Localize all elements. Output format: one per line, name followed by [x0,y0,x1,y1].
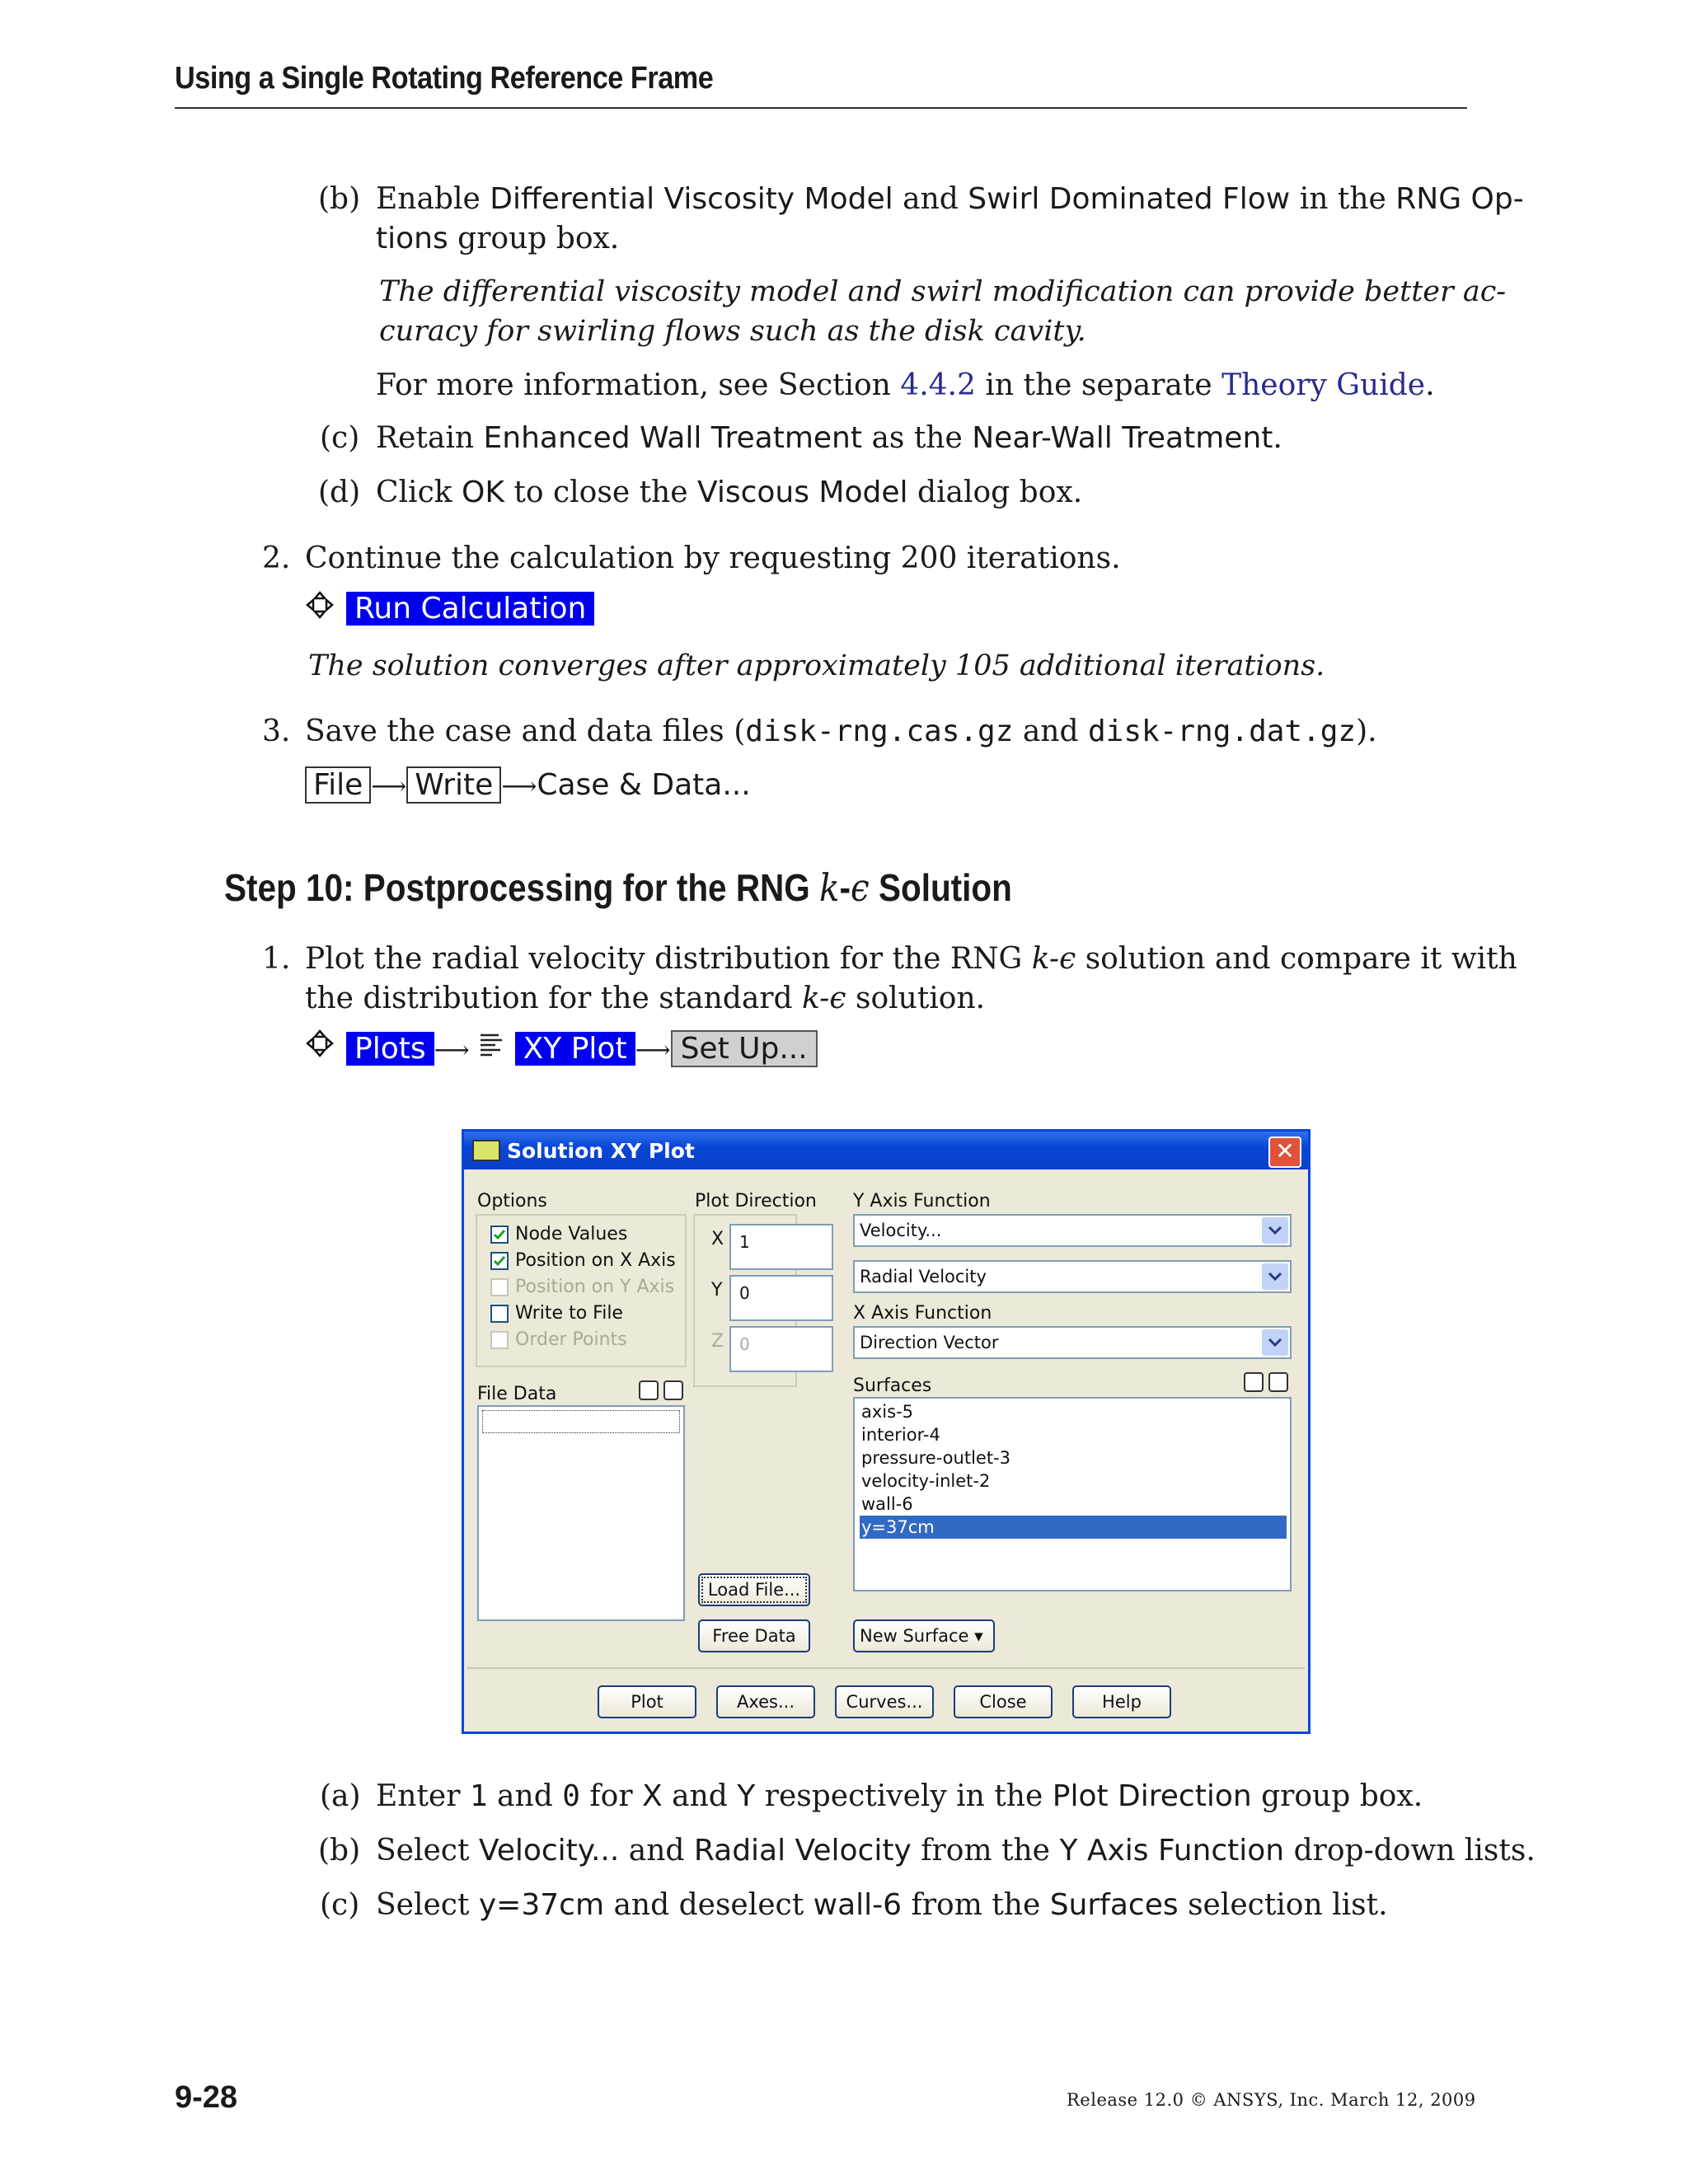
plot-button[interactable]: Plot [598,1685,696,1718]
x-axis-function-dropdown[interactable]: Direction Vector [853,1326,1292,1359]
info-text: For more information, see Section 4.4.2 in the separate Theory Guide. [376,368,1435,402]
plots-nav[interactable]: Plots [346,1032,434,1066]
list-marker: (d) [318,476,361,509]
run-calculation-nav[interactable]: Run Calculation [346,590,594,628]
ribbon-nav-icon [305,590,335,623]
chevron-down-icon [1262,1329,1288,1356]
option-label: Write to File [515,1303,623,1324]
list-marker: 1. [262,942,291,976]
ui-term: OK [462,476,504,509]
running-head: Using a Single Rotating Reference Frame [175,61,714,96]
page-number: 9-28 [175,2080,238,2115]
option-checkbox[interactable] [490,1226,509,1244]
ui-term: Viscous Model [697,476,908,509]
step-text: Select y=37cm and deselect wall-6 from the Surfaces selection list. [376,1888,1388,1922]
surface-list-item[interactable]: wall-6 [861,1494,913,1514]
help-button[interactable]: Help [1072,1685,1171,1718]
x-label: X [711,1229,724,1249]
app-icon [472,1140,500,1161]
list-marker: (b) [318,182,361,216]
option-checkbox[interactable] [490,1252,509,1270]
option-label: Node Values [515,1224,628,1244]
filename: disk-rng.cas.gz [745,715,1014,748]
ui-term: Enhanced Wall Treatment [483,421,862,455]
divider [467,1667,1305,1669]
xy-plot-icon [477,1032,505,1066]
file-data-label: File Data [477,1384,557,1404]
set-up-button[interactable]: Set Up... [671,1030,818,1067]
step-text: Save the case and data files (disk-rng.cas.gz and disk-rng.dat.gz). [305,715,1377,748]
step-text: Retain Enhanced Wall Treatment as the Near-Wall Treatment. [376,421,1282,455]
focus-row [482,1410,680,1433]
deselect-all-icon[interactable] [1268,1372,1288,1392]
note-text: The differential viscosity model and swirl modification can provide better ac- [379,275,1507,308]
y-axis-category-dropdown[interactable]: Velocity... [853,1214,1292,1247]
solution-xy-plot-dialog [462,1129,1311,1734]
x-axis-function-label: X Axis Function [853,1303,992,1324]
options-label: Options [477,1191,547,1212]
option-label: Position on X Axis [515,1250,676,1271]
dialog-title: Solution XY Plot [507,1139,695,1163]
list-marker: (c) [320,1888,360,1922]
section-link[interactable]: 4.4.2 [900,368,976,402]
dialog-title-bar[interactable] [464,1132,1308,1169]
step-text: tions group box. [376,222,620,255]
close-button[interactable]: Close [954,1685,1053,1718]
theory-guide-link[interactable]: Theory Guide [1221,368,1426,402]
step-text: Enter 1 and 0 for X and Y respectively in the Plot Direction group box. [376,1779,1423,1813]
surface-list-item[interactable]: interior-4 [861,1425,940,1445]
select-all-icon[interactable] [1244,1372,1264,1392]
axes-button[interactable]: Axes... [716,1685,815,1718]
surface-list-item[interactable]: axis-5 [861,1402,914,1422]
option-checkbox [490,1331,509,1349]
surfaces-label: Surfaces [853,1376,932,1396]
option-label: Order Points [515,1329,627,1350]
file-data-list[interactable] [477,1405,685,1621]
note-text: The solution converges after approximately 105 additional iterations. [308,649,1325,682]
surface-list-item[interactable]: pressure-outlet-3 [861,1448,1010,1468]
x-direction-field[interactable]: 1 [729,1224,833,1270]
y-direction-field[interactable]: 0 [729,1275,833,1321]
z-label: Z [711,1331,724,1352]
close-icon[interactable]: ✕ [1268,1137,1301,1168]
option-checkbox [490,1278,509,1296]
ui-term: Differential Viscosity Model [490,182,893,216]
header-rule [175,107,1467,109]
note-text: curacy for swirling flows such as the disk cavity. [379,315,1086,348]
ui-term: RNG Op- [1395,182,1524,216]
filename: disk-rng.dat.gz [1088,715,1357,748]
option-checkbox[interactable] [490,1305,509,1323]
plot-direction-label: Plot Direction [695,1191,817,1212]
ui-term: tions [376,222,448,255]
write-menu[interactable]: Write [406,766,501,804]
step-text: Enable Differential Viscosity Model and Swirl Dominated Flow in the RNG Op- [376,182,1524,216]
step-text: Select Velocity... and Radial Velocity from the Y Axis Function drop-down lists. [376,1834,1536,1868]
xy-plot-nav[interactable]: XY Plot [515,1032,635,1066]
select-all-icon[interactable] [639,1380,659,1400]
list-marker: (b) [318,1834,361,1868]
step-text: Continue the calculation by requesting 200 iterations. [305,541,1121,575]
curves-button[interactable]: Curves... [835,1685,934,1718]
ui-term: Swirl Dominated Flow [968,182,1291,216]
y-axis-function-dropdown[interactable]: Radial Velocity [853,1260,1292,1293]
section-heading: Step 10: Postprocessing for the RNG k-ϵ Solution [224,865,1012,910]
free-data-button[interactable]: Free Data [698,1619,810,1652]
chevron-down-icon [1262,1263,1288,1290]
dropdown-arrow-icon: ▾ [974,1626,983,1646]
y-label: Y [711,1280,723,1301]
new-surface-button[interactable]: New Surface ▾ [853,1619,995,1652]
z-direction-field: 0 [729,1326,833,1372]
surface-list-item[interactable]: velocity-inlet-2 [861,1471,991,1491]
file-menu[interactable]: File [305,766,371,804]
case-data-menu-item[interactable]: Case & Data... [537,768,751,802]
ui-term: Near-Wall Treatment [972,421,1273,455]
deselect-all-icon[interactable] [663,1380,683,1400]
y-axis-function-label: Y Axis Function [853,1191,991,1212]
option-label: Position on Y Axis [515,1277,675,1297]
list-marker: 2. [262,541,291,575]
menu-path: File ⟶ Write ⟶Case & Data... [305,766,751,807]
release-footer: Release 12.0 © ANSYS, Inc. March 12, 2009 [1067,2090,1476,2110]
step-text: Click OK to close the Viscous Model dialog box. [376,476,1083,509]
ribbon-nav-icon [305,1029,335,1062]
list-marker: 3. [262,715,291,748]
list-marker: (a) [320,1779,361,1813]
surfaces-list[interactable] [853,1397,1292,1591]
chevron-down-icon [1262,1217,1288,1244]
plots-nav-path: Plots ⟶ XY Plot ⟶ Set Up... [346,1030,818,1071]
list-marker: (c) [320,421,360,455]
load-file-button[interactable]: Load File... [698,1573,810,1606]
surface-list-item[interactable]: y=37cm [860,1516,1287,1539]
step-text: the distribution for the standard k-ϵ solution. [305,982,986,1015]
step-text: Plot the radial velocity distribution for the RNG k-ϵ solution and compare it with [305,942,1517,976]
